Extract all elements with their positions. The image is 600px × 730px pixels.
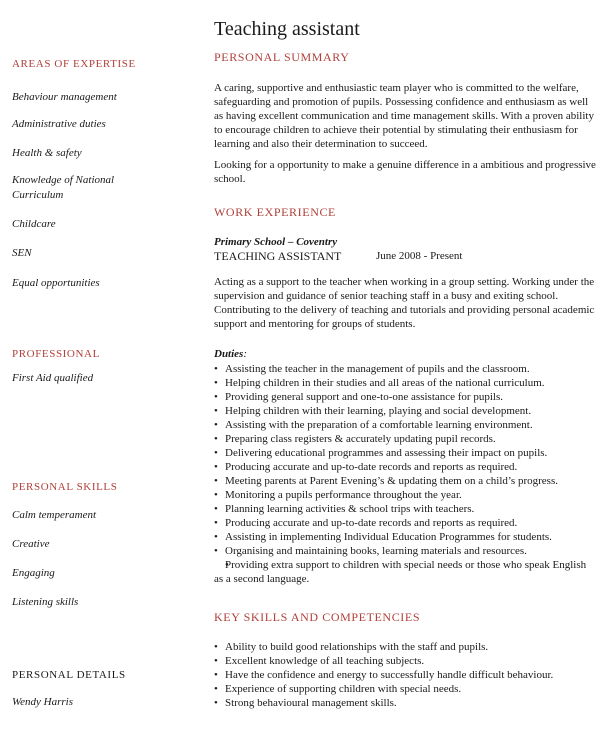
- skill-item: Engaging: [12, 567, 55, 579]
- skill-item: Creative: [12, 538, 50, 550]
- list-item: • Have the confidence and energy to successfully handle difficult behaviour.: [214, 668, 596, 682]
- personal-skills-heading: PERSONAL SKILLS: [12, 481, 118, 493]
- list-item: • Assisting in implementing Individual Education Programmes for students.: [214, 530, 596, 544]
- job-dates: June 2008 - Present: [376, 250, 463, 262]
- summary-paragraph-2: Looking for a opportunity to make a genuine difference in a ambitious and progressive school.: [214, 159, 596, 185]
- page-title: Teaching assistant: [214, 18, 360, 40]
- professional-item: First Aid qualified: [12, 372, 94, 384]
- list-item: • Meeting parents at Parent Evening’s & updating them on a child’s progress.: [214, 474, 596, 488]
- list-item: • Providing extra support to children with special needs or those who speak English as a second language.: [214, 558, 596, 586]
- skill-item: Calm temperament: [12, 509, 97, 521]
- list-item: • Planning learning activities & school trips with teachers.: [214, 502, 596, 516]
- expertise-item: Equal opportunities: [12, 277, 100, 289]
- list-item: • Strong behavioural management skills.: [214, 696, 596, 710]
- list-item: • Assisting with the preparation of a comfortable learning environment.: [214, 418, 596, 432]
- list-item: • Monitoring a pupils performance throughout the year.: [214, 488, 596, 502]
- skill-item: Listening skills: [12, 596, 79, 608]
- list-item: • Excellent knowledge of all teaching subjects.: [214, 654, 596, 668]
- expertise-item: Health & safety: [12, 147, 82, 159]
- expertise-item: SEN: [12, 247, 32, 259]
- list-item: • Helping children with their learning, playing and social development.: [214, 404, 596, 418]
- list-item: • Providing general support and one-to-one assistance for pupils.: [214, 390, 596, 404]
- expertise-item: Knowledge of National: [12, 174, 115, 186]
- list-item: • Organising and maintaining books, learning materials and resources.: [214, 544, 596, 558]
- summary-paragraph: A caring, supportive and enthusiastic team player who is committed to the welfare, safeguarding and promotion of pupils. Possessing confidence and enthusiasm as well as having excellent communication and time management skills. With a proven ability to encourage children to achieve their potential by stimulating their enthusiasm for learning and also their determination to succeed.: [214, 82, 594, 150]
- duties-label: Duties:: [214, 348, 248, 360]
- key-skills-list: [214, 640, 596, 710]
- professional-heading: PROFESSIONAL: [12, 348, 100, 360]
- list-item: • Assisting the teacher in the management of pupils and the classroom.: [214, 362, 596, 376]
- areas-of-expertise-heading: AREAS OF EXPERTISE: [12, 58, 136, 70]
- list-item: • Experience of supporting children with special needs.: [214, 682, 596, 696]
- list-item: • Producing accurate and up-to-date records and reports as required.: [214, 516, 596, 530]
- list-item: • Producing accurate and up-to-date records and reports as required.: [214, 460, 596, 474]
- job-description: Acting as a support to the teacher when working in a group setting. Working under the supervision and guidance of senior teaching staff in a busy and exiting school. Contributing to the delivery of teaching and tutorials and providing personal academic support and mentoring for groups of students.: [214, 276, 595, 330]
- key-skills-heading: KEY SKILLS AND COMPETENCIES: [214, 610, 421, 624]
- employer: Primary School – Coventry: [214, 236, 338, 248]
- work-experience-heading: WORK EXPERIENCE: [214, 205, 336, 219]
- list-item: • Ability to build good relationships with the staff and pupils.: [214, 640, 596, 654]
- expertise-item: Administrative duties: [12, 118, 106, 130]
- job-title: TEACHING ASSISTANT: [214, 249, 342, 263]
- duties-list: [214, 362, 596, 586]
- list-item: • Delivering educational programmes and assessing their impact on pupils.: [214, 446, 596, 460]
- detail-item: Wendy Harris: [12, 696, 74, 708]
- expertise-item: Childcare: [12, 218, 56, 230]
- expertise-item: Curriculum: [12, 189, 64, 201]
- personal-details-heading: PERSONAL DETAILS: [12, 669, 126, 681]
- list-item: • Preparing class registers & accurately updating pupil records.: [214, 432, 596, 446]
- list-item: • Helping children in their studies and all areas of the national curriculum.: [214, 376, 596, 390]
- expertise-item: Behaviour management: [12, 91, 117, 103]
- personal-summary-heading: PERSONAL SUMMARY: [214, 50, 350, 64]
